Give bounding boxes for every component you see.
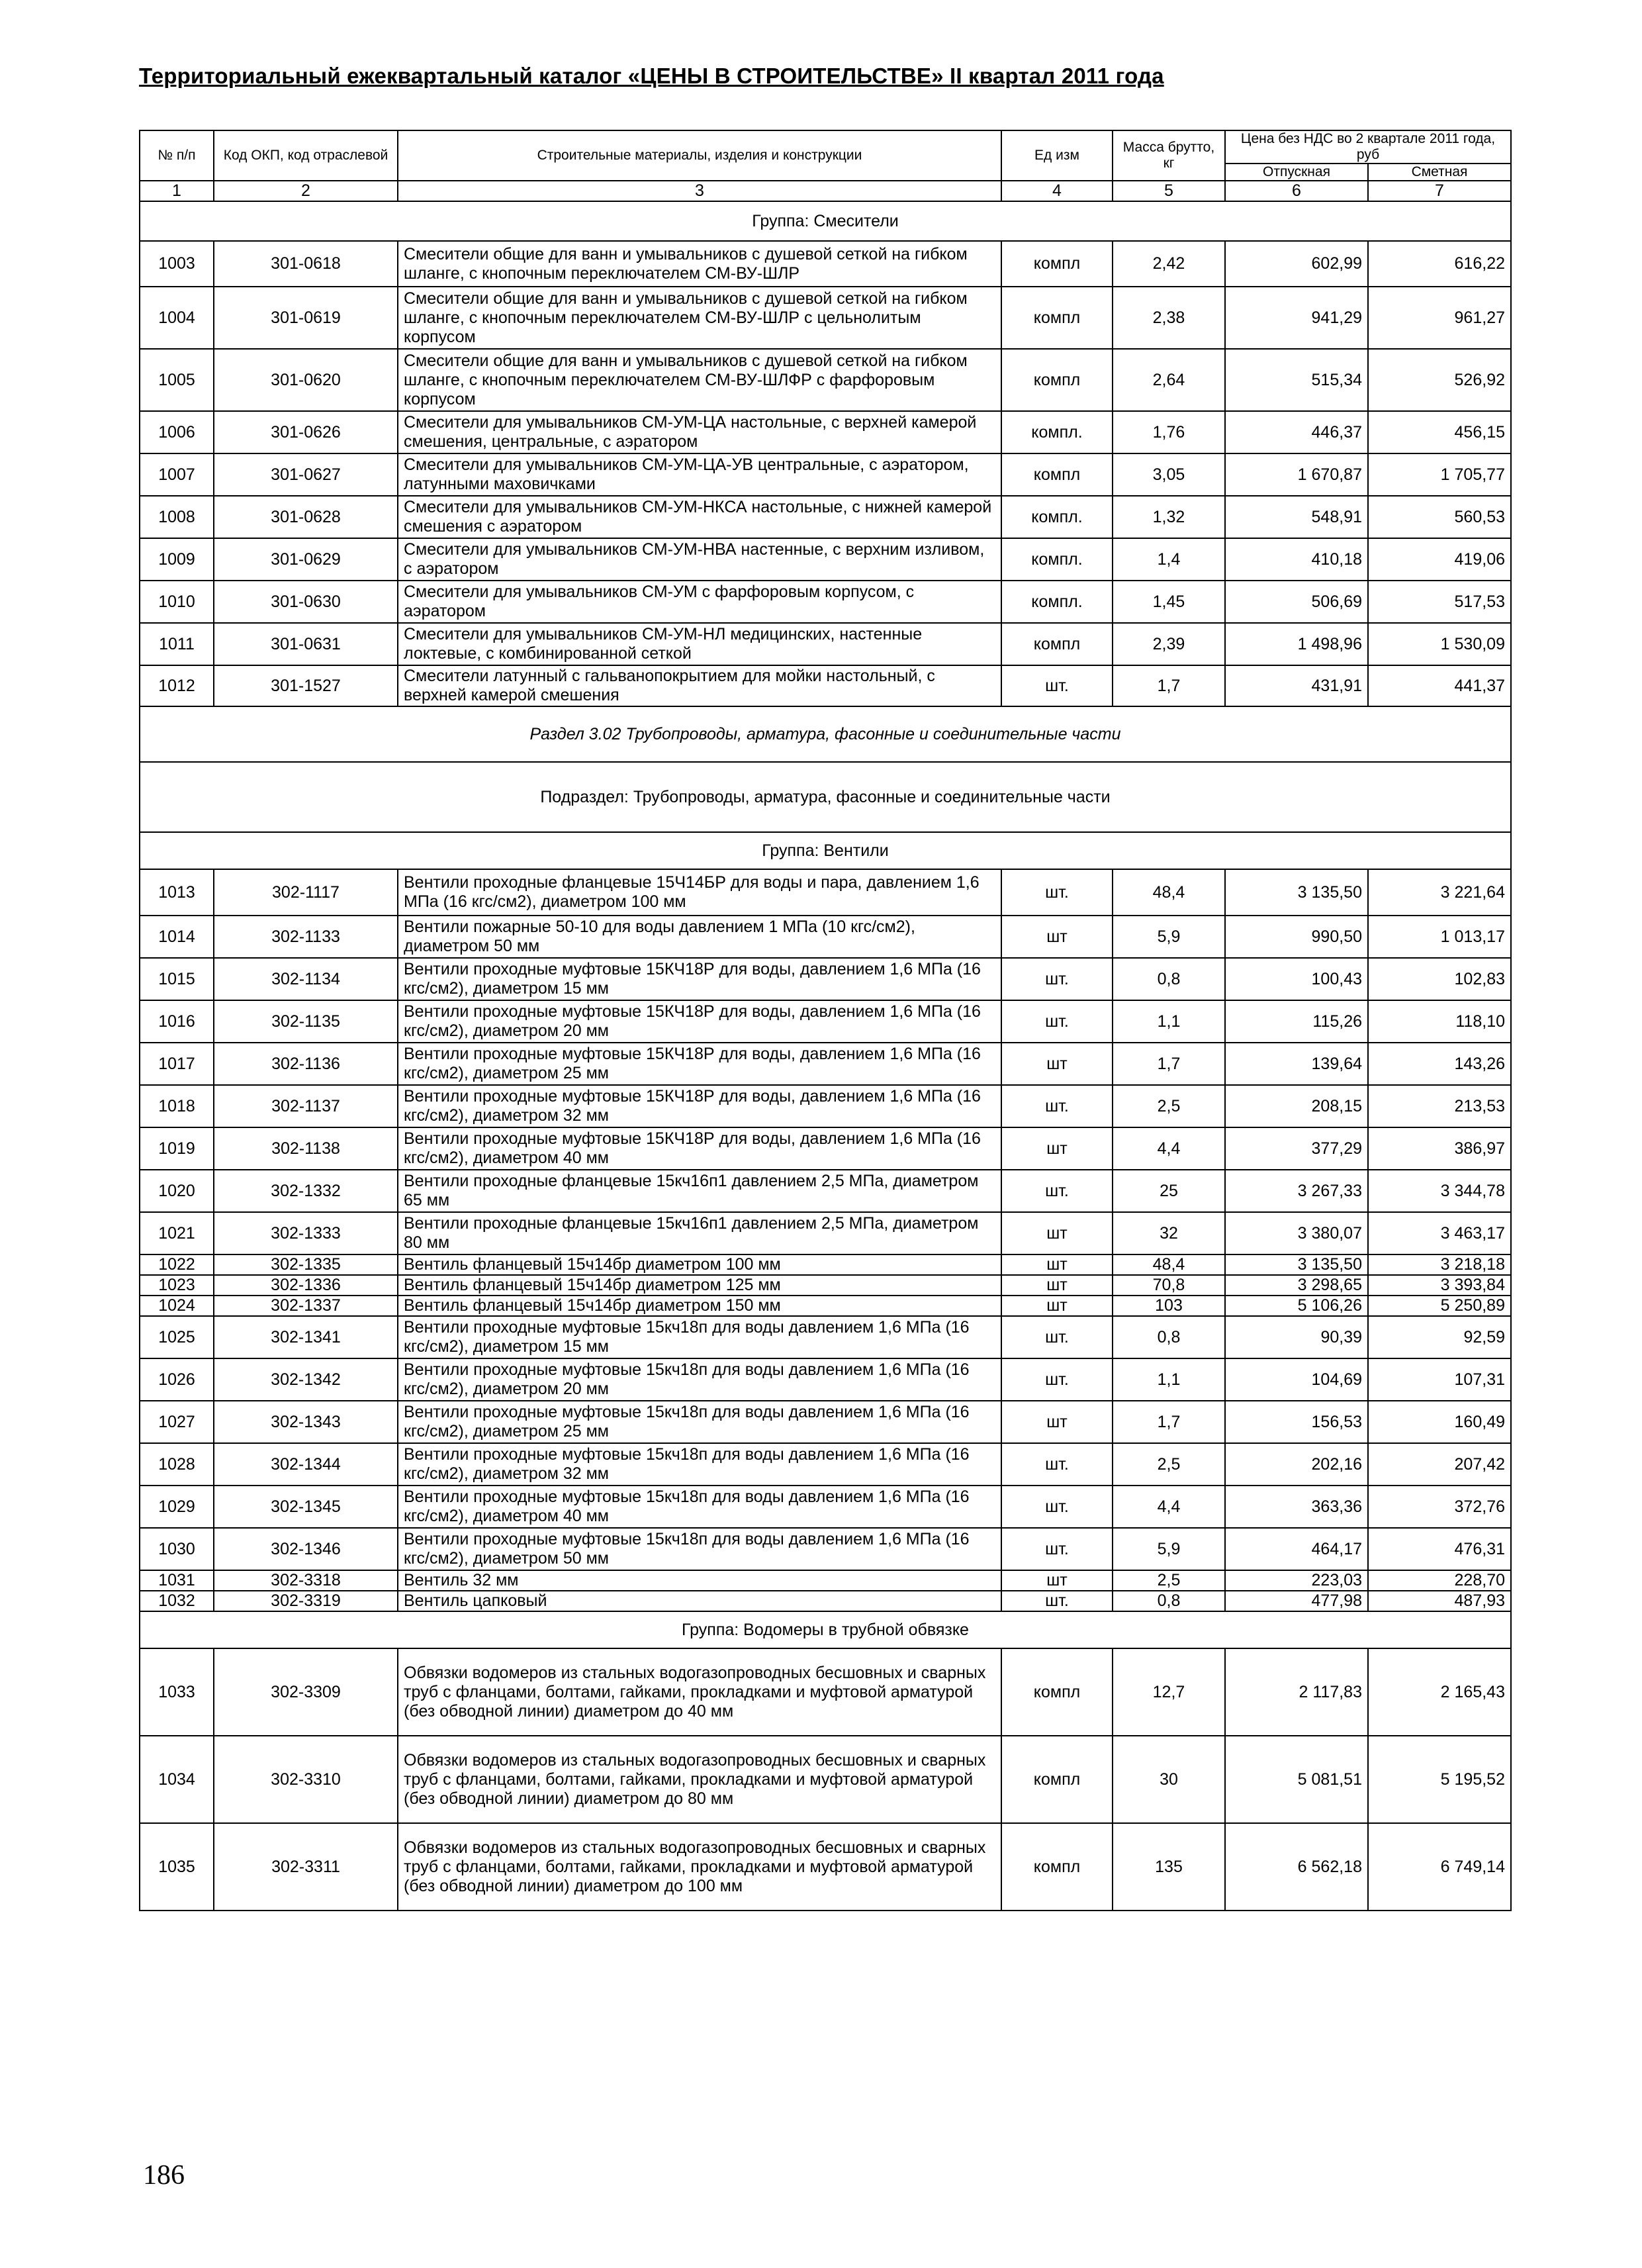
table-row [140,453,1511,496]
row-price-estimate: 143,26 [1368,1043,1511,1085]
row-unit: шт. [1001,1170,1113,1212]
col-num: 2 [214,181,398,201]
row-mass: 25 [1113,1170,1225,1212]
row-name: Вентили проходные муфтовые 15кч18п для воды давлением 1,6 МПа (16 кгс/см2), диаметром 32 мм [398,1443,1001,1486]
table-row [140,1528,1511,1570]
row-code: 302-1341 [214,1316,398,1358]
row-mass: 1,1 [1113,1000,1225,1043]
row-price-estimate: 160,49 [1368,1401,1511,1443]
row-unit: компл [1001,623,1113,665]
row-number: 1008 [140,496,214,538]
row-unit: компл [1001,241,1113,287]
row-number: 1013 [140,869,214,916]
row-mass: 0,8 [1113,958,1225,1000]
row-mass: 1,7 [1113,1401,1225,1443]
header-price-sale: Отпускная [1225,164,1368,181]
row-unit: шт. [1001,1591,1113,1611]
row-unit: шт [1001,1275,1113,1296]
row-unit: шт [1001,1043,1113,1085]
row-mass: 48,4 [1113,869,1225,916]
row-name: Вентили проходные фланцевые 15кч16п1 давлением 2,5 МПа, диаметром 65 мм [398,1170,1001,1212]
row-mass: 70,8 [1113,1275,1225,1296]
section-title: Раздел 3.02 Трубопроводы, арматура, фасонные и соединительные части [140,706,1511,762]
table-row [140,916,1511,958]
row-number: 1017 [140,1043,214,1085]
row-name: Вентиль фланцевый 15ч14бр диаметром 150 мм [398,1296,1001,1316]
row-code: 302-1332 [214,1170,398,1212]
row-name: Вентили проходные фланцевые 15кч16п1 давлением 2,5 МПа, диаметром 80 мм [398,1212,1001,1254]
row-price-estimate: 961,27 [1368,287,1511,349]
row-price-sale: 3 298,65 [1225,1275,1368,1296]
table-row [140,349,1511,411]
row-price-sale: 5 081,51 [1225,1736,1368,1823]
row-price-sale: 464,17 [1225,1528,1368,1570]
header-num: № п/п [140,130,214,181]
row-name: Вентили проходные муфтовые 15КЧ18Р для воды, давлением 1,6 МПа (16 кгс/см2), диаметром 40 мм [398,1127,1001,1170]
row-price-estimate: 6 749,14 [1368,1823,1511,1911]
row-name: Вентили проходные муфтовые 15КЧ18Р для воды, давлением 1,6 МПа (16 кгс/см2), диаметром 15 мм [398,958,1001,1000]
group-title-water-meters: Группа: Водомеры в трубной обвязке [140,1611,1511,1648]
row-price-sale: 5 106,26 [1225,1296,1368,1316]
row-number: 1027 [140,1401,214,1443]
row-name: Вентили проходные муфтовые 15кч18п для воды давлением 1,6 МПа (16 кгс/см2), диаметром 40 мм [398,1486,1001,1528]
header-mass: Масса брутто, кг [1113,130,1225,181]
row-unit: шт. [1001,958,1113,1000]
row-price-estimate: 118,10 [1368,1000,1511,1043]
row-price-sale: 548,91 [1225,496,1368,538]
row-price-estimate: 560,53 [1368,496,1511,538]
row-number: 1033 [140,1648,214,1736]
table-row [140,411,1511,453]
row-unit: компл. [1001,538,1113,581]
row-unit: шт [1001,1212,1113,1254]
row-price-estimate: 487,93 [1368,1591,1511,1611]
row-price-sale: 941,29 [1225,287,1368,349]
row-unit: компл [1001,1736,1113,1823]
row-mass: 4,4 [1113,1127,1225,1170]
col-num: 6 [1225,181,1368,201]
table-row [140,958,1511,1000]
row-number: 1019 [140,1127,214,1170]
row-code: 302-1344 [214,1443,398,1486]
table-row [140,1486,1511,1528]
table-row [140,1570,1511,1591]
row-price-estimate: 213,53 [1368,1085,1511,1127]
row-code: 302-1337 [214,1296,398,1316]
row-mass: 2,5 [1113,1085,1225,1127]
row-unit: компл. [1001,411,1113,453]
row-unit: шт. [1001,1443,1113,1486]
table-row [140,1591,1511,1611]
row-price-sale: 100,43 [1225,958,1368,1000]
row-number: 1009 [140,538,214,581]
row-code: 301-0631 [214,623,398,665]
row-mass: 32 [1113,1212,1225,1254]
row-price-sale: 115,26 [1225,1000,1368,1043]
row-name: Вентили проходные муфтовые 15кч18п для воды давлением 1,6 МПа (16 кгс/см2), диаметром 25 мм [398,1401,1001,1443]
row-mass: 2,42 [1113,241,1225,287]
table-row [140,1401,1511,1443]
row-price-estimate: 372,76 [1368,1486,1511,1528]
row-number: 1006 [140,411,214,453]
row-price-sale: 3 135,50 [1225,869,1368,916]
group-title-valves: Группа: Вентили [140,832,1511,869]
row-price-sale: 1 498,96 [1225,623,1368,665]
row-mass: 1,32 [1113,496,1225,538]
row-name: Вентиль 32 мм [398,1570,1001,1591]
table-row [140,1170,1511,1212]
row-number: 1007 [140,453,214,496]
row-mass: 2,5 [1113,1443,1225,1486]
row-unit: шт. [1001,665,1113,706]
row-mass: 0,8 [1113,1316,1225,1358]
row-price-sale: 104,69 [1225,1358,1368,1401]
row-code: 302-1333 [214,1212,398,1254]
row-name: Вентили проходные муфтовые 15кч18п для воды давлением 1,6 МПа (16 кгс/см2), диаметром 15 мм [398,1316,1001,1358]
col-num: 5 [1113,181,1225,201]
row-price-sale: 515,34 [1225,349,1368,411]
row-price-estimate: 526,92 [1368,349,1511,411]
row-mass: 103 [1113,1296,1225,1316]
subsection-title: Подраздел: Трубопроводы, арматура, фасонные и соединительные части [140,762,1511,832]
row-mass: 1,4 [1113,538,1225,581]
row-mass: 2,5 [1113,1570,1225,1591]
row-name: Смесители для умывальников СМ-УМ с фарфоровым корпусом, с аэратором [398,581,1001,623]
header-price-est: Сметная [1368,164,1511,181]
row-mass: 4,4 [1113,1486,1225,1528]
row-name: Смесители для умывальников СМ-УМ-ЦА настольные, с верхней камерой смешения, центральные, с аэратором [398,411,1001,453]
row-code: 302-3311 [214,1823,398,1911]
row-unit: шт [1001,1401,1113,1443]
row-number: 1029 [140,1486,214,1528]
row-price-estimate: 476,31 [1368,1528,1511,1570]
row-name: Вентиль фланцевый 15ч14бр диаметром 100 мм [398,1254,1001,1275]
table-row [140,1085,1511,1127]
header-code: Код ОКП, код отраслевой [214,130,398,181]
row-mass: 48,4 [1113,1254,1225,1275]
row-name: Смесители общие для ванн и умывальников с душевой сеткой на гибком шланге, с кнопочным переключателем СМ-ВУ-ШЛР с цельнолитым корпусом [398,287,1001,349]
table-row [140,1275,1511,1296]
row-name: Вентиль цапковый [398,1591,1001,1611]
table-row [140,1000,1511,1043]
table-row [140,869,1511,916]
row-code: 302-1137 [214,1085,398,1127]
row-number: 1004 [140,287,214,349]
header-price: Цена без НДС во 2 квартале 2011 года, руб [1225,130,1511,164]
row-unit: шт [1001,1254,1113,1275]
row-unit: компл [1001,287,1113,349]
row-price-sale: 2 117,83 [1225,1648,1368,1736]
row-price-sale: 3 380,07 [1225,1212,1368,1254]
row-price-sale: 363,36 [1225,1486,1368,1528]
row-mass: 2,39 [1113,623,1225,665]
row-name: Вентили проходные муфтовые 15КЧ18Р для воды, давлением 1,6 МПа (16 кгс/см2), диаметром 20 мм [398,1000,1001,1043]
row-unit: компл [1001,349,1113,411]
row-mass: 12,7 [1113,1648,1225,1736]
row-name: Вентиль фланцевый 15ч14бр диаметром 125 мм [398,1275,1001,1296]
row-number: 1023 [140,1275,214,1296]
table-row [140,1443,1511,1486]
row-number: 1014 [140,916,214,958]
row-price-estimate: 5 250,89 [1368,1296,1511,1316]
row-number: 1015 [140,958,214,1000]
row-unit: шт [1001,916,1113,958]
table-row [140,665,1511,706]
table-row [140,496,1511,538]
row-price-sale: 506,69 [1225,581,1368,623]
row-unit: шт [1001,1570,1113,1591]
row-price-sale: 223,03 [1225,1570,1368,1591]
row-price-estimate: 3 218,18 [1368,1254,1511,1275]
row-name: Вентили проходные фланцевые 15Ч14БР для воды и пара, давлением 1,6 МПа (16 кгс/см2), диаметром 100 мм [398,869,1001,916]
row-number: 1021 [140,1212,214,1254]
header-unit: Ед изм [1001,130,1113,181]
row-unit: шт. [1001,1528,1113,1570]
row-price-sale: 202,16 [1225,1443,1368,1486]
row-name: Обвязки водомеров из стальных водогазопроводных бесшовных и сварных труб с фланцами, болтами, гайками, прокладками и муфтовой арматурой (без обводной линии) диаметром до 100 мм [398,1823,1001,1911]
row-mass: 5,9 [1113,916,1225,958]
row-mass: 2,64 [1113,349,1225,411]
row-price-sale: 477,98 [1225,1591,1368,1611]
row-code: 302-1117 [214,869,398,916]
row-price-estimate: 1 530,09 [1368,623,1511,665]
row-name: Смесители для умывальников СМ-УМ-НЛ медицинских, настенные локтевые, с комбинированной сеткой [398,623,1001,665]
row-price-estimate: 228,70 [1368,1570,1511,1591]
row-price-sale: 3 135,50 [1225,1254,1368,1275]
table-row [140,581,1511,623]
row-price-sale: 90,39 [1225,1316,1368,1358]
row-price-sale: 1 670,87 [1225,453,1368,496]
row-number: 1032 [140,1591,214,1611]
row-code: 302-1134 [214,958,398,1000]
row-name: Смесители для умывальников СМ-УМ-НКСА настольные, с нижней камерой смешения с аэратором [398,496,1001,538]
row-number: 1016 [140,1000,214,1043]
row-name: Смесители латунный с гальванопокрытием для мойки настольный, с верхней камерой смешения [398,665,1001,706]
row-price-sale: 156,53 [1225,1401,1368,1443]
table-row [140,1823,1511,1911]
table-row [140,1212,1511,1254]
row-code: 301-0618 [214,241,398,287]
row-code: 301-0630 [214,581,398,623]
col-num: 7 [1368,181,1511,201]
table-row [140,1316,1511,1358]
row-price-sale: 602,99 [1225,241,1368,287]
row-mass: 5,9 [1113,1528,1225,1570]
row-mass: 1,1 [1113,1358,1225,1401]
row-price-estimate: 1 705,77 [1368,453,1511,496]
row-code: 302-1335 [214,1254,398,1275]
row-price-sale: 3 267,33 [1225,1170,1368,1212]
row-number: 1012 [140,665,214,706]
row-number: 1010 [140,581,214,623]
col-num: 3 [398,181,1001,201]
row-price-sale: 377,29 [1225,1127,1368,1170]
row-price-estimate: 2 165,43 [1368,1648,1511,1736]
row-mass: 1,45 [1113,581,1225,623]
row-number: 1025 [140,1316,214,1358]
row-price-estimate: 92,59 [1368,1316,1511,1358]
table-row [140,1043,1511,1085]
row-number: 1028 [140,1443,214,1486]
row-mass: 1,76 [1113,411,1225,453]
row-price-estimate: 517,53 [1368,581,1511,623]
row-code: 301-0628 [214,496,398,538]
row-price-estimate: 3 393,84 [1368,1275,1511,1296]
row-unit: компл. [1001,496,1113,538]
row-code: 301-0626 [214,411,398,453]
row-price-estimate: 5 195,52 [1368,1736,1511,1823]
row-price-sale: 6 562,18 [1225,1823,1368,1911]
row-number: 1026 [140,1358,214,1401]
row-unit: шт [1001,1127,1113,1170]
row-unit: компл. [1001,581,1113,623]
row-name: Смесители для умывальников СМ-УМ-ЦА-УВ центральные, с аэратором, латунными маховичками [398,453,1001,496]
group-title-mixers: Группа: Смесители [140,201,1511,241]
row-unit: шт. [1001,869,1113,916]
row-name: Вентили проходные муфтовые 15КЧ18Р для воды, давлением 1,6 МПа (16 кгс/см2), диаметром 25 мм [398,1043,1001,1085]
row-number: 1011 [140,623,214,665]
row-price-estimate: 207,42 [1368,1443,1511,1486]
row-number: 1034 [140,1736,214,1823]
row-unit: шт. [1001,1316,1113,1358]
page-title: Территориальный ежеквартальный каталог «ЦЕНЫ В СТРОИТЕЛЬСТВЕ» II квартал 2011 года [139,64,1164,88]
price-catalog-table [139,130,1512,1911]
row-price-sale: 990,50 [1225,916,1368,958]
row-price-sale: 410,18 [1225,538,1368,581]
row-number: 1020 [140,1170,214,1212]
table-row [140,241,1511,287]
table-row [140,287,1511,349]
row-unit: шт. [1001,1085,1113,1127]
row-code: 302-1135 [214,1000,398,1043]
row-code: 302-1133 [214,916,398,958]
row-name: Вентили пожарные 50-10 для воды давлением 1 МПа (10 кгс/см2), диаметром 50 мм [398,916,1001,958]
row-price-estimate: 456,15 [1368,411,1511,453]
table-row [140,538,1511,581]
col-num: 1 [140,181,214,201]
row-code: 302-1136 [214,1043,398,1085]
table-row [140,1736,1511,1823]
table-row [140,1358,1511,1401]
row-number: 1018 [140,1085,214,1127]
row-code: 302-1138 [214,1127,398,1170]
row-price-estimate: 3 344,78 [1368,1170,1511,1212]
row-code: 302-3318 [214,1570,398,1591]
row-unit: шт [1001,1296,1113,1316]
row-price-estimate: 441,37 [1368,665,1511,706]
row-code: 302-3309 [214,1648,398,1736]
table-row [140,1127,1511,1170]
row-code: 301-1527 [214,665,398,706]
row-code: 301-0619 [214,287,398,349]
row-number: 1030 [140,1528,214,1570]
row-name: Вентили проходные муфтовые 15КЧ18Р для воды, давлением 1,6 МПа (16 кгс/см2), диаметром 32 мм [398,1085,1001,1127]
row-name: Обвязки водомеров из стальных водогазопроводных бесшовных и сварных труб с фланцами, болтами, гайками, прокладками и муфтовой арматурой (без обводной линии) диаметром до 80 мм [398,1736,1001,1823]
row-mass: 135 [1113,1823,1225,1911]
page-number: 186 [143,2160,185,2191]
row-number: 1031 [140,1570,214,1591]
row-name: Вентили проходные муфтовые 15кч18п для воды давлением 1,6 МПа (16 кгс/см2), диаметром 50 мм [398,1528,1001,1570]
row-mass: 30 [1113,1736,1225,1823]
row-unit: шт. [1001,1000,1113,1043]
header-name: Строительные материалы, изделия и конструкции [398,130,1001,181]
row-code: 301-0627 [214,453,398,496]
row-number: 1003 [140,241,214,287]
row-name: Смесители для умывальников СМ-УМ-НВА настенные, с верхним изливом, с аэратором [398,538,1001,581]
row-unit: компл [1001,1823,1113,1911]
row-number: 1022 [140,1254,214,1275]
row-price-estimate: 3 463,17 [1368,1212,1511,1254]
table-row [140,1254,1511,1275]
row-code: 302-1345 [214,1486,398,1528]
row-name: Смесители общие для ванн и умывальников с душевой сеткой на гибком шланге, с кнопочным переключателем СМ-ВУ-ШЛФР с фарфоровым корпусом [398,349,1001,411]
row-number: 1035 [140,1823,214,1911]
row-code: 302-3310 [214,1736,398,1823]
row-code: 302-3319 [214,1591,398,1611]
col-num: 4 [1001,181,1113,201]
row-number: 1024 [140,1296,214,1316]
table-row [140,1648,1511,1736]
row-unit: компл [1001,453,1113,496]
row-price-estimate: 107,31 [1368,1358,1511,1401]
row-code: 301-0629 [214,538,398,581]
row-price-estimate: 3 221,64 [1368,869,1511,916]
row-price-sale: 139,64 [1225,1043,1368,1085]
row-price-sale: 431,91 [1225,665,1368,706]
column-numbers-row [140,181,1511,201]
table-row [140,1296,1511,1316]
row-price-estimate: 616,22 [1368,241,1511,287]
row-name: Вентили проходные муфтовые 15кч18п для воды давлением 1,6 МПа (16 кгс/см2), диаметром 20 мм [398,1358,1001,1401]
row-code: 302-1336 [214,1275,398,1296]
row-code: 302-1343 [214,1401,398,1443]
row-name: Обвязки водомеров из стальных водогазопроводных бесшовных и сварных труб с фланцами, болтами, гайками, прокладками и муфтовой арматурой (без обводной линии) диаметром до 40 мм [398,1648,1001,1736]
row-mass: 1,7 [1113,665,1225,706]
row-unit: шт. [1001,1486,1113,1528]
table-row [140,623,1511,665]
row-price-estimate: 386,97 [1368,1127,1511,1170]
row-mass: 3,05 [1113,453,1225,496]
row-code: 301-0620 [214,349,398,411]
row-unit: шт. [1001,1358,1113,1401]
row-mass: 1,7 [1113,1043,1225,1085]
row-mass: 0,8 [1113,1591,1225,1611]
row-price-sale: 208,15 [1225,1085,1368,1127]
row-price-estimate: 419,06 [1368,538,1511,581]
row-mass: 2,38 [1113,287,1225,349]
row-price-sale: 446,37 [1225,411,1368,453]
row-code: 302-1342 [214,1358,398,1401]
row-unit: компл [1001,1648,1113,1736]
row-code: 302-1346 [214,1528,398,1570]
row-number: 1005 [140,349,214,411]
row-name: Смесители общие для ванн и умывальников с душевой сеткой на гибком шланге, с кнопочным переключателем СМ-ВУ-ШЛР [398,241,1001,287]
row-price-estimate: 102,83 [1368,958,1511,1000]
row-price-estimate: 1 013,17 [1368,916,1511,958]
